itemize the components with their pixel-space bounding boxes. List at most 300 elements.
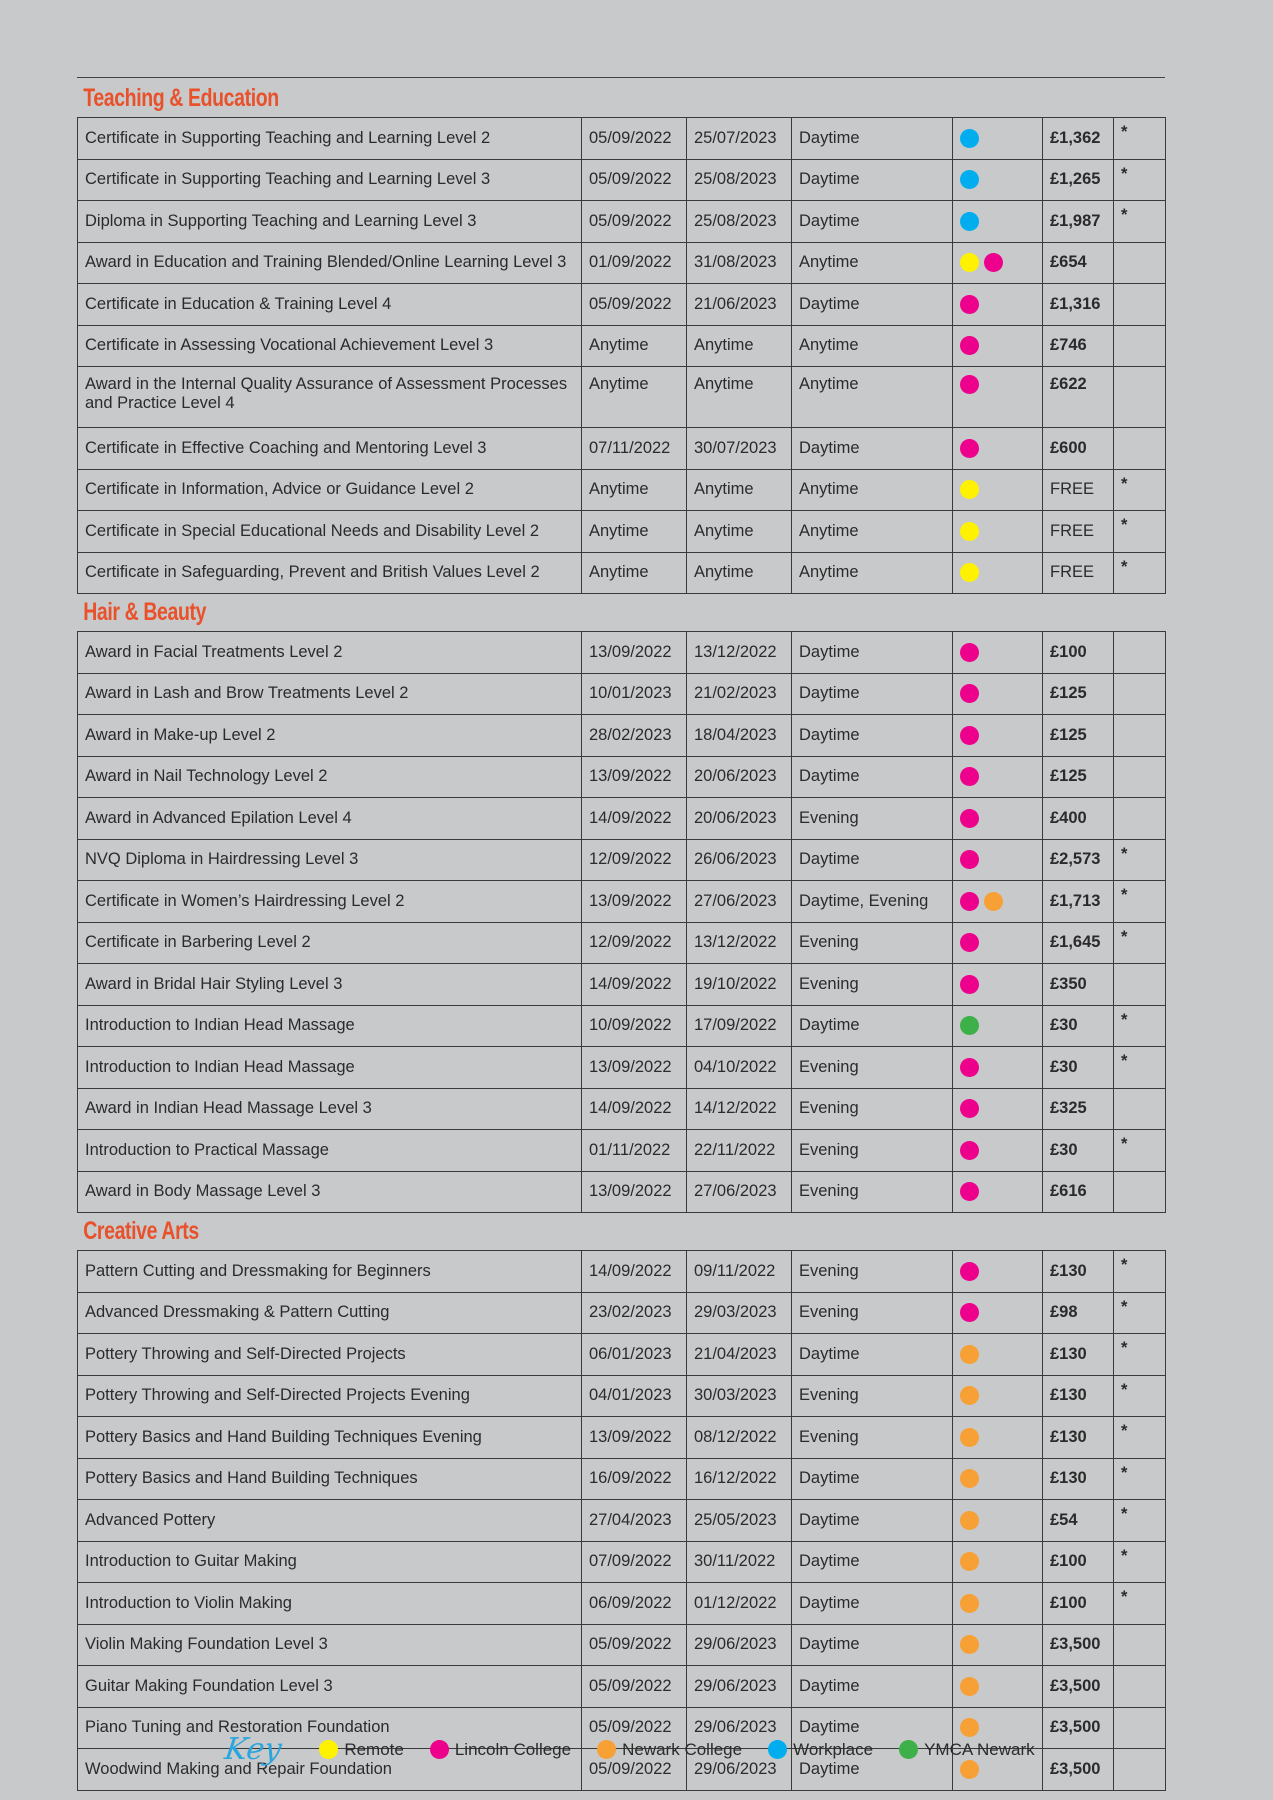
price: £100 [1043,1541,1114,1583]
start-date: 05/09/2022 [582,201,687,243]
location-cell [953,367,1043,428]
attendance-time: Anytime [792,469,953,511]
price: £130 [1043,1334,1114,1376]
location-cell [953,1005,1043,1047]
legend-item-remote [319,1740,404,1760]
remote-location-dot-icon [960,563,979,582]
workplace-location-dot-icon [960,170,979,189]
course-title: Award in the Internal Quality Assurance of Assessment Processes and Practice Level 4 [78,367,582,428]
location-cell [953,428,1043,470]
location-cell [953,552,1043,594]
start-date: 27/04/2023 [582,1500,687,1542]
start-date: 10/01/2023 [582,673,687,715]
price: £3,500 [1043,1707,1114,1749]
note-marker: * [1114,1417,1166,1459]
course-title: Award in Advanced Epilation Level 4 [78,798,582,840]
table-row [78,469,1166,511]
attendance-time: Daytime [792,1500,953,1542]
end-date: 19/10/2022 [687,964,792,1006]
lincoln-location-dot-icon [960,933,979,952]
location-cell [953,1171,1043,1213]
location-cell [953,715,1043,757]
attendance-time: Daytime [792,673,953,715]
price: £622 [1043,367,1114,428]
end-date: 26/06/2023 [687,839,792,881]
attendance-time: Evening [792,1292,953,1334]
table-row [78,242,1166,284]
table-row [78,1088,1166,1130]
start-date: 13/09/2022 [582,632,687,674]
start-date: 07/11/2022 [582,428,687,470]
table-row [78,1130,1166,1172]
table-row [78,798,1166,840]
start-date: Anytime [582,367,687,428]
price: £3,500 [1043,1624,1114,1666]
end-date: 29/06/2023 [687,1666,792,1708]
end-date: Anytime [687,552,792,594]
attendance-time: Daytime [792,839,953,881]
note-marker [1114,367,1166,428]
end-date: 25/05/2023 [687,1500,792,1542]
end-date: Anytime [687,511,792,553]
table-row [78,552,1166,594]
location-cell [953,284,1043,326]
table-row [78,367,1166,428]
location-cell [953,964,1043,1006]
course-title: Introduction to Indian Head Massage [78,1047,582,1089]
course-title: Award in Facial Treatments Level 2 [78,632,582,674]
lincoln-location-dot-icon [984,253,1003,272]
lincoln-location-dot-icon [960,726,979,745]
note-marker: * [1114,201,1166,243]
newark-location-dot-icon [960,1552,979,1571]
course-title: Introduction to Indian Head Massage [78,1005,582,1047]
course-title: Award in Indian Head Massage Level 3 [78,1088,582,1130]
price: £130 [1043,1458,1114,1500]
table-row [78,1583,1166,1625]
start-date: 14/09/2022 [582,798,687,840]
price: £3,500 [1043,1749,1114,1791]
end-date: Anytime [687,325,792,367]
end-date: 25/07/2023 [687,118,792,160]
location-cell [953,1375,1043,1417]
location-cell [953,1047,1043,1089]
table-row [78,428,1166,470]
lincoln-location-dot-icon [960,1141,979,1160]
price: FREE [1043,469,1114,511]
legend-item-newark [597,1740,742,1760]
note-marker: * [1114,1375,1166,1417]
start-date: 06/09/2022 [582,1583,687,1625]
end-date: 21/06/2023 [687,284,792,326]
attendance-time: Daytime [792,1749,953,1791]
course-title: Award in Nail Technology Level 2 [78,756,582,798]
course-title: Award in Education and Training Blended/Online Learning Level 3 [78,242,582,284]
location-cell [953,511,1043,553]
start-date: 07/09/2022 [582,1541,687,1583]
legend-title: Key [222,1732,284,1767]
location-cell [953,839,1043,881]
start-date: Anytime [582,469,687,511]
section-title: Hair & Beauty [83,598,207,626]
end-date: 29/06/2023 [687,1707,792,1749]
start-date: 05/09/2022 [582,284,687,326]
table-row [78,1417,1166,1459]
table-row [78,118,1166,160]
location-cell [953,673,1043,715]
note-marker: * [1114,511,1166,553]
note-marker: * [1114,1047,1166,1089]
price: £3,500 [1043,1666,1114,1708]
location-cell [953,922,1043,964]
note-marker: * [1114,159,1166,201]
lincoln-location-dot-icon [960,1303,979,1322]
end-date: 17/09/2022 [687,1005,792,1047]
course-title: Certificate in Information, Advice or Guidance Level 2 [78,469,582,511]
course-title: Introduction to Violin Making [78,1583,582,1625]
attendance-time: Daytime [792,756,953,798]
note-marker: * [1114,1292,1166,1334]
start-date: Anytime [582,511,687,553]
attendance-time: Daytime [792,201,953,243]
remote-dot-icon [319,1740,338,1759]
end-date: 08/12/2022 [687,1417,792,1459]
course-title: Woodwind Making and Repair Foundation [78,1749,582,1791]
attendance-time: Daytime [792,1541,953,1583]
course-title: Certificate in Effective Coaching and Mentoring Level 3 [78,428,582,470]
start-date: 10/09/2022 [582,1005,687,1047]
table-row [78,756,1166,798]
table-row [78,1171,1166,1213]
price: £1,713 [1043,881,1114,923]
location-cell [953,1292,1043,1334]
location-cell [953,242,1043,284]
end-date: 01/12/2022 [687,1583,792,1625]
attendance-time: Evening [792,1047,953,1089]
location-cell [953,1417,1043,1459]
location-cell [953,1130,1043,1172]
end-date: 30/03/2023 [687,1375,792,1417]
course-title: Pottery Basics and Hand Building Techniques [78,1458,582,1500]
note-marker [1114,1707,1166,1749]
location-cell [953,1583,1043,1625]
table-row [78,325,1166,367]
price: £30 [1043,1005,1114,1047]
note-marker [1114,632,1166,674]
table-row [78,1458,1166,1500]
course-title: Guitar Making Foundation Level 3 [78,1666,582,1708]
newark-location-dot-icon [960,1677,979,1696]
newark-location-dot-icon [960,1345,979,1364]
start-date: Anytime [582,325,687,367]
table-row [78,922,1166,964]
table-row [78,1251,1166,1293]
attendance-time: Evening [792,1251,953,1293]
newark-location-dot-icon [984,892,1003,911]
note-marker: * [1114,552,1166,594]
course-title: Certificate in Barbering Level 2 [78,922,582,964]
note-marker [1114,1171,1166,1213]
location-cell [953,798,1043,840]
attendance-time: Daytime [792,1583,953,1625]
course-title: Pattern Cutting and Dressmaking for Beginners [78,1251,582,1293]
start-date: 23/02/2023 [582,1292,687,1334]
workplace-dot-icon [768,1740,787,1759]
course-title: Award in Lash and Brow Treatments Level 2 [78,673,582,715]
course-title: Certificate in Education & Training Level 4 [78,284,582,326]
price: £746 [1043,325,1114,367]
remote-location-dot-icon [960,253,979,272]
table-row [78,839,1166,881]
top-divider [77,77,1165,78]
course-title: Award in Make-up Level 2 [78,715,582,757]
note-marker: * [1114,1005,1166,1047]
price: £1,316 [1043,284,1114,326]
price: £350 [1043,964,1114,1006]
legend-label: Newark College [622,1739,743,1759]
note-marker [1114,1749,1166,1791]
price: £1,987 [1043,201,1114,243]
start-date: 05/09/2022 [582,159,687,201]
table-row [78,964,1166,1006]
course-title: Certificate in Safeguarding, Prevent and British Values Level 2 [78,552,582,594]
lincoln-location-dot-icon [960,375,979,394]
course-table [77,117,1166,594]
course-title: Certificate in Supporting Teaching and Learning Level 2 [78,118,582,160]
legend-label: Lincoln College [454,1739,572,1759]
table-row [78,159,1166,201]
course-title: Piano Tuning and Restoration Foundation [78,1707,582,1749]
attendance-time: Daytime [792,1458,953,1500]
attendance-time: Daytime [792,715,953,757]
price: £100 [1043,1583,1114,1625]
end-date: 22/11/2022 [687,1130,792,1172]
note-marker: * [1114,1458,1166,1500]
table-row [78,715,1166,757]
start-date: 13/09/2022 [582,756,687,798]
end-date: 04/10/2022 [687,1047,792,1089]
table-row [78,881,1166,923]
attendance-time: Evening [792,1088,953,1130]
lincoln-location-dot-icon [960,850,979,869]
start-date: 16/09/2022 [582,1458,687,1500]
end-date: 21/04/2023 [687,1334,792,1376]
table-row [78,1047,1166,1089]
attendance-time: Daytime [792,159,953,201]
end-date: 09/11/2022 [687,1251,792,1293]
newark-location-dot-icon [960,1386,979,1405]
table-row [78,632,1166,674]
note-marker [1114,715,1166,757]
attendance-time: Anytime [792,552,953,594]
attendance-time: Daytime [792,1005,953,1047]
section-title: Teaching & Education [83,84,279,112]
table-row [78,1500,1166,1542]
course-listing [77,80,1165,1791]
price: £654 [1043,242,1114,284]
table-row [78,511,1166,553]
start-date: 05/09/2022 [582,1707,687,1749]
location-cell [953,632,1043,674]
price: £325 [1043,1088,1114,1130]
location-cell [953,1666,1043,1708]
course-title: Certificate in Assessing Vocational Achievement Level 3 [78,325,582,367]
table-row [78,673,1166,715]
location-cell [953,201,1043,243]
end-date: 27/06/2023 [687,1171,792,1213]
table-row [78,1375,1166,1417]
legend-item-ymca [899,1740,1035,1760]
lincoln-location-dot-icon [960,643,979,662]
remote-location-dot-icon [960,480,979,499]
price: FREE [1043,511,1114,553]
attendance-time: Evening [792,1417,953,1459]
location-cell [953,1251,1043,1293]
location-cell [953,1334,1043,1376]
end-date: 29/06/2023 [687,1624,792,1666]
price: £130 [1043,1417,1114,1459]
price: £1,362 [1043,118,1114,160]
start-date: 12/09/2022 [582,839,687,881]
price: £100 [1043,632,1114,674]
ymca-location-dot-icon [960,1016,979,1035]
table-row [78,201,1166,243]
start-date: 14/09/2022 [582,1088,687,1130]
start-date: 05/09/2022 [582,118,687,160]
course-title: Certificate in Special Educational Needs and Disability Level 2 [78,511,582,553]
workplace-location-dot-icon [960,212,979,231]
course-title: Award in Body Massage Level 3 [78,1171,582,1213]
attendance-time: Daytime [792,1707,953,1749]
newark-dot-icon [597,1740,616,1759]
newark-location-dot-icon [960,1469,979,1488]
note-marker: * [1114,839,1166,881]
attendance-time: Evening [792,964,953,1006]
note-marker [1114,284,1166,326]
remote-location-dot-icon [960,522,979,541]
section-title: Creative Arts [83,1217,199,1245]
note-marker: * [1114,1541,1166,1583]
table-row [78,1666,1166,1708]
price: £30 [1043,1130,1114,1172]
course-title: Advanced Dressmaking & Pattern Cutting [78,1292,582,1334]
price: £98 [1043,1292,1114,1334]
note-marker: * [1114,881,1166,923]
lincoln-location-dot-icon [960,1099,979,1118]
note-marker [1114,798,1166,840]
newark-location-dot-icon [960,1428,979,1447]
location-cell [953,118,1043,160]
note-marker [1114,428,1166,470]
price: £400 [1043,798,1114,840]
attendance-time: Daytime [792,118,953,160]
price: £2,573 [1043,839,1114,881]
start-date: 04/01/2023 [582,1375,687,1417]
end-date: 29/06/2023 [687,1749,792,1791]
attendance-time: Anytime [792,242,953,284]
price: £1,645 [1043,922,1114,964]
start-date: Anytime [582,552,687,594]
legend [222,1732,1061,1767]
end-date: 20/06/2023 [687,756,792,798]
course-title: Advanced Pottery [78,1500,582,1542]
note-marker [1114,1666,1166,1708]
lincoln-location-dot-icon [960,767,979,786]
price: £130 [1043,1375,1114,1417]
legend-item-lincoln [430,1740,571,1760]
price: £54 [1043,1500,1114,1542]
lincoln-location-dot-icon [960,1058,979,1077]
note-marker [1114,964,1166,1006]
location-cell [953,881,1043,923]
end-date: 13/12/2022 [687,922,792,964]
course-table [77,1250,1166,1791]
start-date: 05/09/2022 [582,1749,687,1791]
price: £1,265 [1043,159,1114,201]
newark-location-dot-icon [960,1635,979,1654]
note-marker [1114,756,1166,798]
start-date: 01/09/2022 [582,242,687,284]
lincoln-location-dot-icon [960,975,979,994]
lincoln-location-dot-icon [960,439,979,458]
attendance-time: Evening [792,922,953,964]
location-cell [953,325,1043,367]
legend-label: YMCA Newark [924,1739,1035,1759]
note-marker [1114,1624,1166,1666]
note-marker: * [1114,1251,1166,1293]
note-marker: * [1114,922,1166,964]
price: £125 [1043,715,1114,757]
start-date: 14/09/2022 [582,964,687,1006]
course-title: Award in Bridal Hair Styling Level 3 [78,964,582,1006]
course-title: Certificate in Women’s Hairdressing Level 2 [78,881,582,923]
end-date: 16/12/2022 [687,1458,792,1500]
note-marker: * [1114,1583,1166,1625]
note-marker: * [1114,1500,1166,1542]
course-title: Introduction to Guitar Making [78,1541,582,1583]
end-date: 20/06/2023 [687,798,792,840]
legend-item-workplace [768,1740,873,1760]
end-date: 25/08/2023 [687,201,792,243]
table-row [78,1334,1166,1376]
start-date: 13/09/2022 [582,1047,687,1089]
note-marker [1114,325,1166,367]
lincoln-location-dot-icon [960,336,979,355]
start-date: 13/09/2022 [582,1417,687,1459]
end-date: 21/02/2023 [687,673,792,715]
note-marker: * [1114,1130,1166,1172]
attendance-time: Daytime [792,1624,953,1666]
table-row [78,1624,1166,1666]
price: £30 [1043,1047,1114,1089]
start-date: 13/09/2022 [582,881,687,923]
course-title: Diploma in Supporting Teaching and Learning Level 3 [78,201,582,243]
course-title: Violin Making Foundation Level 3 [78,1624,582,1666]
lincoln-location-dot-icon [960,1262,979,1281]
end-date: 30/07/2023 [687,428,792,470]
ymca-dot-icon [899,1740,918,1759]
price: £616 [1043,1171,1114,1213]
end-date: 14/12/2022 [687,1088,792,1130]
note-marker: * [1114,469,1166,511]
table-row [78,284,1166,326]
lincoln-location-dot-icon [960,295,979,314]
workplace-location-dot-icon [960,129,979,148]
lincoln-location-dot-icon [960,892,979,911]
end-date: 25/08/2023 [687,159,792,201]
start-date: 01/11/2022 [582,1130,687,1172]
legend-label: Workplace [793,1739,874,1759]
